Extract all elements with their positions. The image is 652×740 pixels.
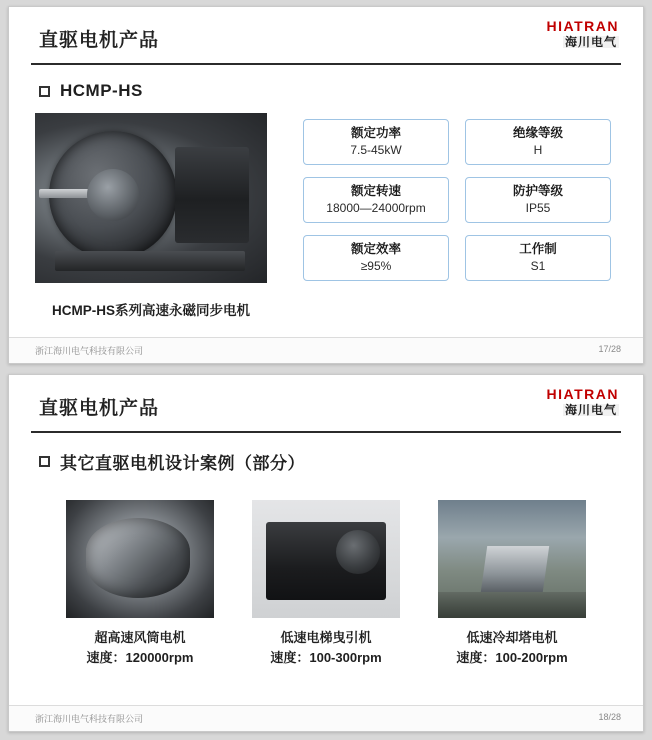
spec-card <box>465 177 611 223</box>
case-name: 低速电梯曳引机 <box>280 630 372 645</box>
motor-base-shape <box>55 251 245 271</box>
spec-label: 额定功率 <box>350 126 401 141</box>
product-photo-block <box>35 113 267 319</box>
spec-card <box>303 177 449 223</box>
motor-shaft-shape <box>39 189 103 198</box>
spec-label: 额定转速 <box>350 184 401 199</box>
footer-page-number: 18/28 <box>598 712 621 722</box>
page-title: 直驱电机产品 <box>39 398 160 419</box>
section-heading <box>39 449 643 474</box>
spec-label: 防护等级 <box>512 184 563 199</box>
section-title: 其它直驱电机设计案例（部分） <box>60 454 305 473</box>
footer-company: 浙江海川电气科技有限公司 <box>35 714 144 724</box>
case-caption <box>438 628 586 667</box>
brand-name-cn: 海川电气 <box>564 34 617 49</box>
case-item <box>66 500 214 667</box>
case-spec: 速度：100-300rpm <box>270 649 382 665</box>
case-item <box>438 500 586 667</box>
square-bullet-icon <box>39 86 50 97</box>
case-gallery <box>9 474 643 667</box>
case-photo <box>438 500 586 618</box>
spec-value: S1 <box>530 259 546 274</box>
slide-18[interactable] <box>8 374 644 732</box>
slide-17[interactable] <box>8 6 644 364</box>
case-spec: 速度：120000rpm <box>86 649 194 665</box>
slide-footer <box>9 705 643 731</box>
spec-value: IP55 <box>525 201 551 216</box>
brand-name-en: HIATRAN <box>546 18 619 34</box>
footer-company: 浙江海川电气科技有限公司 <box>35 346 144 356</box>
spec-card <box>303 235 449 281</box>
case-item <box>252 500 400 667</box>
spec-label: 绝缘等级 <box>512 126 563 141</box>
case-spec: 速度：100-200rpm <box>456 649 568 665</box>
slide-footer <box>9 337 643 363</box>
slide-header <box>31 19 621 65</box>
case-photo <box>66 500 214 618</box>
case-caption <box>252 628 400 667</box>
footer-page-number: 17/28 <box>598 344 621 354</box>
spec-label: 额定效率 <box>350 242 401 257</box>
spec-card <box>465 119 611 165</box>
motor-housing-shape <box>175 147 249 243</box>
section-title: HCMP-HS <box>60 81 143 100</box>
case-name: 超高速风筒电机 <box>94 630 186 645</box>
square-bullet-icon <box>39 456 50 467</box>
section-heading <box>39 81 643 101</box>
brand-logo <box>547 19 619 50</box>
case-name: 低速冷却塔电机 <box>466 630 558 645</box>
case-caption <box>66 628 214 667</box>
spec-label: 工作制 <box>519 242 557 257</box>
brand-logo <box>547 387 619 418</box>
spec-value: 7.5-45kW <box>350 143 402 158</box>
slide-body <box>9 101 643 319</box>
photo-caption: HCMP-HS系列高速永磁同步电机 <box>52 303 250 318</box>
page-title: 直驱电机产品 <box>39 30 160 51</box>
spec-card <box>465 235 611 281</box>
brand-name-cn: 海川电气 <box>564 402 617 417</box>
spec-value: 18000—24000rpm <box>326 201 426 216</box>
spec-value: ≥95% <box>360 259 392 274</box>
motor-photo <box>35 113 267 283</box>
brand-name-en: HIATRAN <box>546 386 619 402</box>
spec-card <box>303 119 449 165</box>
case-photo <box>252 500 400 618</box>
spec-value: H <box>533 143 543 158</box>
spec-grid <box>267 113 617 319</box>
slide-header <box>31 387 621 433</box>
